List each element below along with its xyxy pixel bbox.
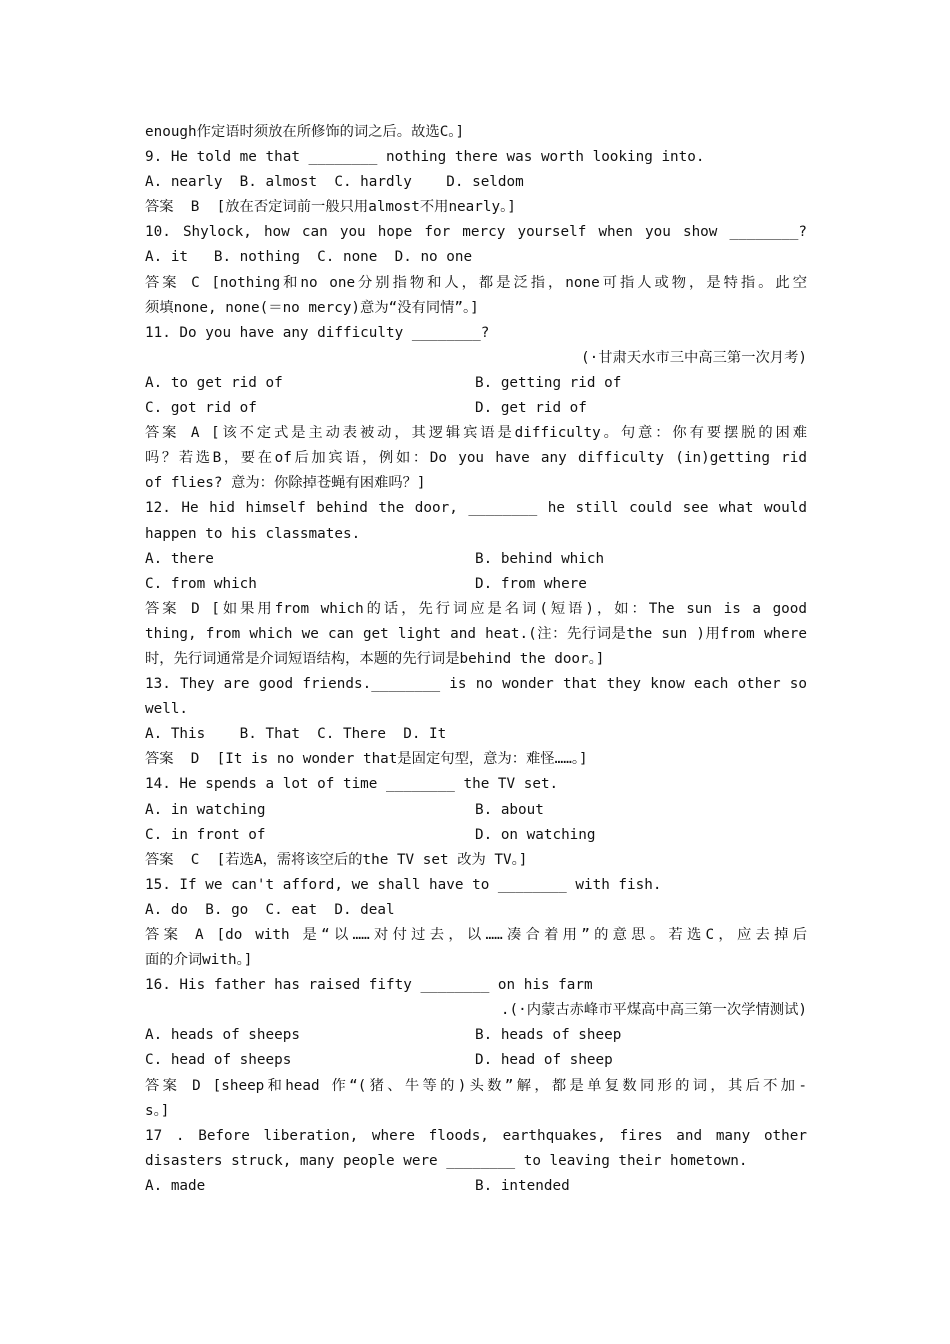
- option-row: [145, 1048, 807, 1073]
- text-line: 10. Shylock, how can you hope for mercy yourself when you show ________?: [145, 224, 807, 241]
- text-line: 答案 A [该不定式是主动表被动，其逻辑宾语是difficulty。句意：你有要摆脱的困难: [145, 425, 807, 442]
- option-left: A. to get rid of: [145, 374, 283, 391]
- option-row: [145, 823, 807, 848]
- text-line: 答案 D [sheep和head 作“(猪、牛等的)头数”解，都是单复数同形的词，其后不加-: [145, 1077, 807, 1094]
- option-right: B. intended: [475, 1177, 570, 1194]
- option-row: [145, 547, 807, 572]
- text-line: disasters struck, many people were ________ to leaving their hometown.: [145, 1152, 748, 1169]
- option-row: [145, 396, 807, 421]
- text-line: thing, from which we can get light and heat.(注：先行词是the sun )用from where: [145, 625, 807, 642]
- text-line: 11. Do you have any difficulty ________?: [145, 324, 490, 341]
- text-line: 答案 D [如果用from which的话，先行词应是名词(短语)，如：The sun is a good: [145, 600, 807, 617]
- text-line: 答案 A [do with 是“以……对付过去，以……凑合着用”的意思。若选C，应去掉后: [145, 927, 807, 943]
- option-left: C. head of sheeps: [145, 1052, 292, 1069]
- text-line: s。]: [145, 1102, 170, 1119]
- option-row: [145, 371, 807, 396]
- text-line: 13. They are good friends.________ is no wonder that they know each other so: [145, 676, 807, 693]
- text-line: 答案 D [It is no wonder that是固定句型，意为：难怪……。]: [145, 751, 588, 768]
- text-line: 答案 C [若选A，需将该空后的the TV set 改为 TV。]: [145, 851, 528, 868]
- option-right: B. behind which: [475, 550, 605, 567]
- document-body: [145, 120, 807, 1199]
- option-right: B. getting rid of: [475, 374, 622, 391]
- option-right: D. on watching: [475, 826, 596, 843]
- text-line: of flies? 意为：你除掉苍蝇有困难吗？]: [145, 475, 426, 492]
- text-line: 17 . Before liberation, where floods, earthquakes, fires and many other: [145, 1127, 807, 1144]
- option-left: C. from which: [145, 575, 257, 592]
- option-right: D. head of sheep: [475, 1052, 613, 1069]
- option-row: [145, 798, 807, 823]
- option-left: A. heads of sheeps: [145, 1027, 300, 1044]
- option-left: A. made: [145, 1177, 206, 1194]
- text-line: well.: [145, 701, 189, 718]
- text-line: enough作定语时须放在所修饰的词之后。故选C。]: [145, 124, 465, 140]
- text-line: 时，先行词通常是介词短语结构，本题的先行词是behind the door。]: [145, 650, 605, 667]
- text-line: A. it B. nothing C. none D. no one: [145, 249, 473, 266]
- option-row: [145, 572, 807, 597]
- text-line: A. do B. go C. eat D. deal: [145, 901, 395, 918]
- text-line: 答案 B [放在否定词前一般只用almost不用nearly。]: [145, 199, 516, 216]
- source-note: (·甘肃天水市三中高三第一次月考): [581, 349, 807, 366]
- text-line: 吗？若选B，要在of后加宾语，例如：Do you have any difficulty (in)getting rid: [145, 450, 807, 467]
- option-right: D. get rid of: [475, 400, 587, 417]
- option-left: C. got rid of: [145, 400, 257, 417]
- option-right: D. from where: [475, 575, 587, 592]
- option-left: C. in front of: [145, 826, 266, 843]
- text-line: 答案 C [nothing和no one分别指物和人，都是泛指，none可指人或物，是特指。此空: [145, 274, 807, 291]
- text-line: A. nearly B. almost C. hardly D. seldom: [145, 174, 524, 191]
- text-line: 15. If we can't afford, we shall have to ________ with fish.: [145, 876, 662, 893]
- text-line: 9. He told me that ________ nothing there was worth looking into.: [145, 149, 705, 166]
- option-row: [145, 1174, 807, 1199]
- text-line: happen to his classmates.: [145, 525, 361, 542]
- text-line: 14. He spends a lot of time ________ the TV set.: [145, 776, 559, 793]
- option-left: A. in watching: [145, 801, 266, 818]
- text-line: 须填none, none(＝no mercy)意为“没有同情”。]: [145, 299, 479, 316]
- option-right: B. heads of sheep: [475, 1027, 622, 1044]
- option-left: A. there: [145, 550, 214, 567]
- text-line: 16. His father has raised fifty ________ on his farm: [145, 977, 593, 994]
- text-line: 面的介词with。]: [145, 952, 253, 969]
- option-row: [145, 1023, 807, 1048]
- text-line: A. This B. That C. There D. It: [145, 726, 447, 743]
- source-note: .(·内蒙古赤峰市平煤高中高三第一次学情测试): [500, 1002, 807, 1019]
- option-right: B. about: [475, 801, 544, 818]
- text-line: 12. He hid himself behind the door, ________ he still could see what would: [145, 500, 807, 517]
